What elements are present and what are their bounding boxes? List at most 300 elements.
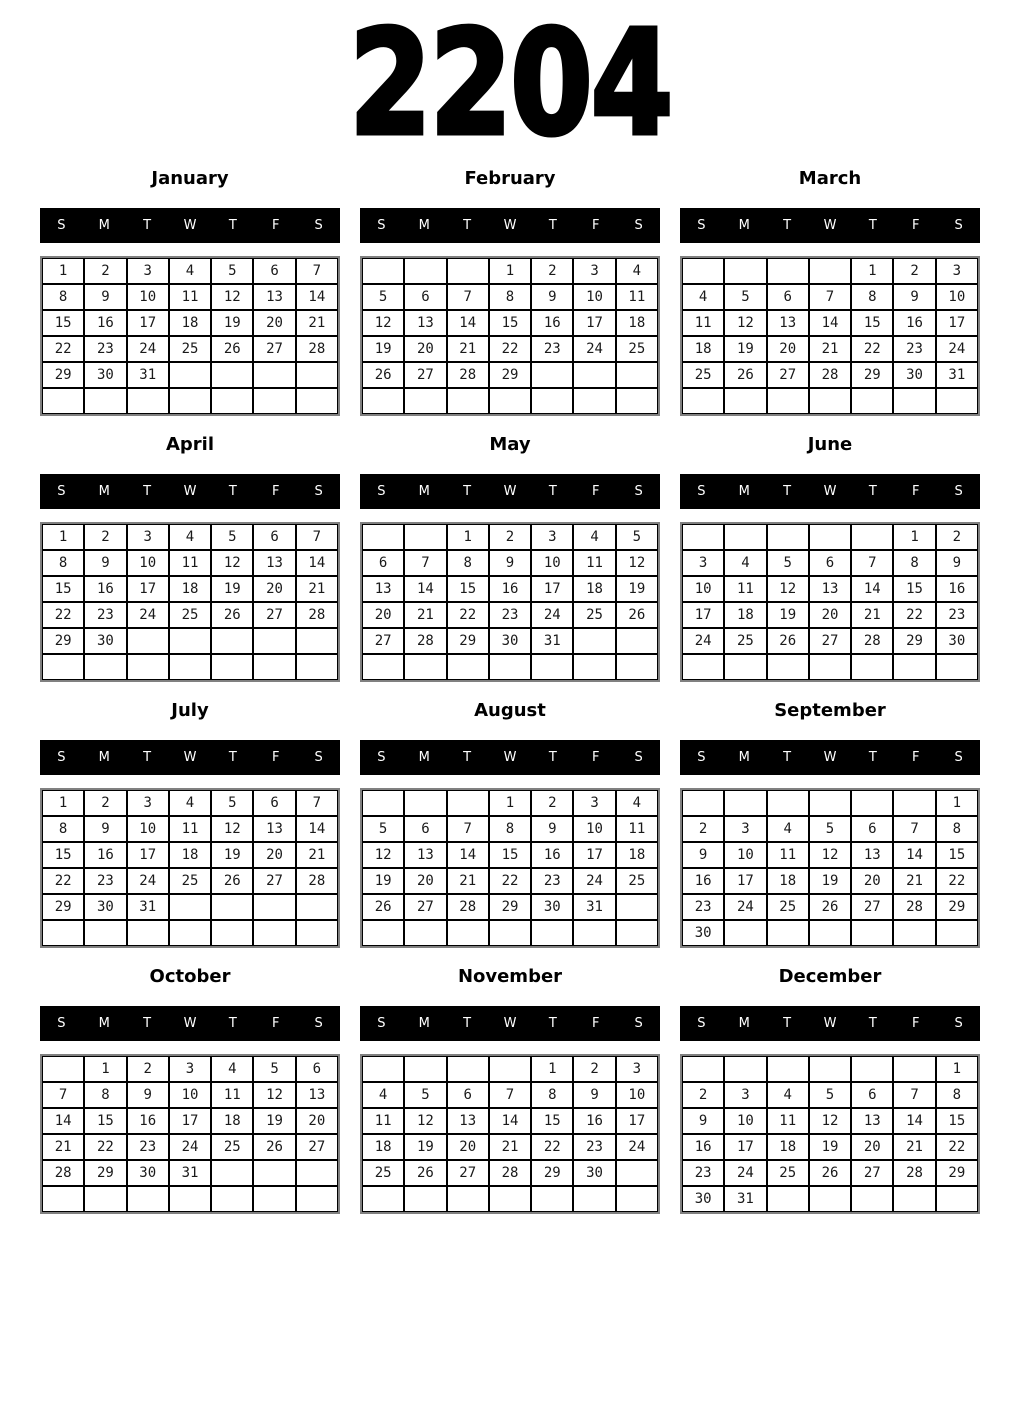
day-cell: 13 [767,310,809,336]
empty-day-cell [127,1186,169,1212]
day-cell: 22 [42,602,84,628]
day-cell: 20 [253,576,295,602]
empty-day-cell [616,1160,658,1186]
empty-day-cell [767,388,809,414]
day-cell: 11 [724,576,766,602]
day-cell: 16 [893,310,935,336]
day-cell: 26 [253,1134,295,1160]
weekday-label: M [98,484,110,499]
empty-day-cell [211,1160,253,1186]
day-cell: 6 [253,258,295,284]
weekday-label: M [738,484,750,499]
day-cell: 20 [404,868,446,894]
empty-day-cell [362,1056,404,1082]
empty-day-cell [296,388,338,414]
weekday-label: W [503,484,517,499]
day-cell: 3 [936,258,978,284]
day-cell: 14 [296,550,338,576]
day-cell: 12 [809,1108,851,1134]
empty-day-cell [447,1056,489,1082]
days-grid [40,788,340,948]
day-cell: 28 [809,362,851,388]
empty-day-cell [893,1056,935,1082]
empty-day-cell [893,920,935,946]
empty-day-cell [682,258,724,284]
day-cell: 8 [851,284,893,310]
empty-day-cell [362,920,404,946]
day-cell: 1 [936,1056,978,1082]
empty-day-cell [404,388,446,414]
day-cell: 5 [211,258,253,284]
weekday-header-row [40,208,340,243]
day-cell: 25 [169,336,211,362]
day-cell: 15 [84,1108,126,1134]
day-cell: 18 [573,576,615,602]
day-cell: 13 [851,842,893,868]
empty-day-cell [531,654,573,680]
day-cell: 26 [362,362,404,388]
day-cell: 17 [616,1108,658,1134]
empty-day-cell [531,388,573,414]
day-cell: 1 [42,524,84,550]
day-cell: 26 [767,628,809,654]
day-cell: 9 [893,284,935,310]
day-cell: 16 [573,1108,615,1134]
day-cell: 3 [724,1082,766,1108]
day-cell: 29 [84,1160,126,1186]
day-cell: 25 [169,602,211,628]
empty-day-cell [851,920,893,946]
day-cell: 8 [489,284,531,310]
day-cell: 18 [169,842,211,868]
day-cell: 13 [296,1082,338,1108]
day-cell: 17 [127,310,169,336]
empty-day-cell [211,894,253,920]
day-cell: 14 [42,1108,84,1134]
weekday-label: S [634,1016,643,1031]
month-december [680,958,980,1214]
day-cell: 30 [682,920,724,946]
day-cell: 10 [616,1082,658,1108]
day-cell: 29 [936,894,978,920]
day-cell: 26 [362,894,404,920]
weekday-label: F [591,484,600,499]
day-cell: 1 [893,524,935,550]
empty-day-cell [447,258,489,284]
day-cell: 24 [724,1160,766,1186]
day-cell: 20 [253,842,295,868]
day-cell: 22 [936,1134,978,1160]
day-cell: 23 [531,336,573,362]
empty-day-cell [489,1186,531,1212]
weekday-label: S [377,1016,386,1031]
day-cell: 18 [169,576,211,602]
empty-day-cell [724,388,766,414]
empty-day-cell [169,894,211,920]
day-cell: 30 [127,1160,169,1186]
empty-day-cell [531,362,573,388]
day-cell: 23 [682,894,724,920]
days-grid [40,1054,340,1214]
day-cell: 5 [362,816,404,842]
month-title: September [774,699,886,721]
day-cell: 25 [169,868,211,894]
day-cell: 16 [84,842,126,868]
empty-day-cell [169,388,211,414]
day-cell: 11 [211,1082,253,1108]
day-cell: 12 [211,284,253,310]
empty-day-cell [573,388,615,414]
empty-day-cell [169,1186,211,1212]
empty-day-cell [42,1056,84,1082]
day-cell: 21 [296,576,338,602]
day-cell: 28 [296,336,338,362]
day-cell: 7 [296,790,338,816]
day-cell: 27 [851,1160,893,1186]
day-cell: 24 [127,868,169,894]
day-cell: 31 [531,628,573,654]
weekday-label: W [823,484,837,499]
empty-day-cell [531,1186,573,1212]
day-cell: 24 [573,336,615,362]
empty-day-cell [682,388,724,414]
empty-day-cell [404,1056,446,1082]
day-cell: 2 [936,524,978,550]
empty-day-cell [767,654,809,680]
empty-day-cell [573,628,615,654]
day-cell: 16 [84,310,126,336]
day-cell: 13 [404,310,446,336]
day-cell: 1 [531,1056,573,1082]
day-cell: 3 [573,258,615,284]
day-cell: 8 [42,550,84,576]
day-cell: 30 [893,362,935,388]
day-cell: 20 [404,336,446,362]
weekday-label: M [98,218,110,233]
empty-day-cell [893,654,935,680]
empty-day-cell [253,920,295,946]
weekday-label: F [911,218,920,233]
empty-day-cell [573,362,615,388]
day-cell: 25 [724,628,766,654]
weekday-header-row [680,1006,980,1041]
day-cell: 13 [851,1108,893,1134]
empty-day-cell [296,1160,338,1186]
empty-day-cell [767,920,809,946]
day-cell: 21 [404,602,446,628]
day-cell: 30 [489,628,531,654]
day-cell: 4 [169,790,211,816]
month-may [360,426,660,682]
day-cell: 4 [211,1056,253,1082]
empty-day-cell [616,1186,658,1212]
day-cell: 5 [211,524,253,550]
day-cell: 1 [936,790,978,816]
empty-day-cell [616,654,658,680]
empty-day-cell [42,920,84,946]
day-cell: 23 [84,868,126,894]
empty-day-cell [296,654,338,680]
day-cell: 21 [851,602,893,628]
day-cell: 2 [682,1082,724,1108]
day-cell: 7 [893,1082,935,1108]
empty-day-cell [211,628,253,654]
empty-day-cell [253,894,295,920]
day-cell: 15 [936,842,978,868]
day-cell: 3 [616,1056,658,1082]
empty-day-cell [489,1056,531,1082]
weekday-header-row [680,474,980,509]
day-cell: 24 [531,602,573,628]
empty-day-cell [447,790,489,816]
empty-day-cell [573,1186,615,1212]
day-cell: 16 [936,576,978,602]
day-cell: 18 [616,842,658,868]
month-title: October [149,965,231,987]
day-cell: 29 [489,362,531,388]
weekday-label: T [143,1016,152,1031]
day-cell: 3 [682,550,724,576]
day-cell: 26 [211,336,253,362]
day-cell: 7 [296,524,338,550]
day-cell: 30 [573,1160,615,1186]
day-cell: 20 [447,1134,489,1160]
empty-day-cell [447,654,489,680]
day-cell: 13 [253,284,295,310]
weekday-header-row [40,474,340,509]
weekday-label: S [57,218,66,233]
day-cell: 6 [362,550,404,576]
empty-day-cell [682,1056,724,1082]
day-cell: 29 [447,628,489,654]
day-cell: 12 [809,842,851,868]
weekday-label: F [911,1016,920,1031]
empty-day-cell [851,654,893,680]
day-cell: 25 [211,1134,253,1160]
day-cell: 23 [893,336,935,362]
months-grid [0,160,1020,1224]
day-cell: 1 [489,258,531,284]
empty-day-cell [616,894,658,920]
days-grid [680,256,980,416]
empty-day-cell [851,524,893,550]
day-cell: 12 [211,816,253,842]
weekday-label: M [738,1016,750,1031]
day-cell: 22 [936,868,978,894]
day-cell: 29 [489,894,531,920]
day-cell: 29 [42,894,84,920]
day-cell: 22 [42,868,84,894]
day-cell: 17 [531,576,573,602]
day-cell: 2 [127,1056,169,1082]
weekday-label: S [377,484,386,499]
weekday-label: S [954,484,963,499]
day-cell: 8 [893,550,935,576]
day-cell: 21 [489,1134,531,1160]
day-cell: 7 [447,816,489,842]
weekday-label: T [783,1016,792,1031]
day-cell: 6 [296,1056,338,1082]
empty-day-cell [809,790,851,816]
day-cell: 12 [404,1108,446,1134]
day-cell: 21 [296,310,338,336]
weekday-label: T [868,484,877,499]
day-cell: 25 [573,602,615,628]
day-cell: 6 [767,284,809,310]
day-cell: 26 [404,1160,446,1186]
weekday-label: T [463,1016,472,1031]
month-title: February [464,167,556,189]
day-cell: 28 [851,628,893,654]
day-cell: 23 [573,1134,615,1160]
weekday-header-row [360,1006,660,1041]
day-cell: 7 [893,816,935,842]
day-cell: 6 [851,816,893,842]
weekday-label: M [418,218,430,233]
day-cell: 28 [296,868,338,894]
empty-day-cell [616,628,658,654]
empty-day-cell [84,1186,126,1212]
day-cell: 8 [447,550,489,576]
empty-day-cell [809,258,851,284]
day-cell: 5 [809,816,851,842]
empty-day-cell [851,1186,893,1212]
empty-day-cell [809,654,851,680]
empty-day-cell [893,388,935,414]
day-cell: 14 [296,284,338,310]
weekday-label: T [143,218,152,233]
day-cell: 11 [362,1108,404,1134]
empty-day-cell [127,388,169,414]
day-cell: 17 [169,1108,211,1134]
day-cell: 27 [767,362,809,388]
month-july [40,692,340,948]
weekday-label: F [591,1016,600,1031]
weekday-label: W [183,1016,197,1031]
empty-day-cell [531,920,573,946]
day-cell: 2 [893,258,935,284]
day-cell: 28 [447,362,489,388]
day-cell: 27 [447,1160,489,1186]
day-cell: 25 [616,336,658,362]
day-cell: 17 [127,576,169,602]
day-cell: 20 [253,310,295,336]
month-title: August [474,699,546,721]
empty-day-cell [489,388,531,414]
empty-day-cell [127,654,169,680]
month-title: November [457,965,563,987]
day-cell: 21 [447,868,489,894]
day-cell: 19 [404,1134,446,1160]
day-cell: 30 [84,894,126,920]
day-cell: 18 [616,310,658,336]
day-cell: 25 [682,362,724,388]
day-cell: 19 [211,842,253,868]
weekday-label: S [697,1016,706,1031]
day-cell: 23 [84,336,126,362]
day-cell: 23 [127,1134,169,1160]
day-cell: 14 [809,310,851,336]
day-cell: 19 [253,1108,295,1134]
day-cell: 9 [127,1082,169,1108]
empty-day-cell [809,920,851,946]
empty-day-cell [362,654,404,680]
empty-day-cell [253,362,295,388]
weekday-label: M [418,750,430,765]
day-cell: 29 [531,1160,573,1186]
day-cell: 18 [767,868,809,894]
day-cell: 15 [489,842,531,868]
empty-day-cell [724,258,766,284]
day-cell: 9 [84,550,126,576]
empty-day-cell [936,388,978,414]
day-cell: 26 [724,362,766,388]
day-cell: 16 [531,842,573,868]
weekday-label: W [503,218,517,233]
weekday-label: F [271,750,280,765]
day-cell: 30 [936,628,978,654]
day-cell: 10 [127,284,169,310]
weekday-header-row [360,740,660,775]
day-cell: 6 [253,524,295,550]
month-august [360,692,660,948]
day-cell: 7 [42,1082,84,1108]
empty-day-cell [84,654,126,680]
day-cell: 8 [42,816,84,842]
empty-day-cell [724,654,766,680]
weekday-header-row [40,740,340,775]
day-cell: 4 [767,1082,809,1108]
empty-day-cell [573,920,615,946]
day-cell: 8 [84,1082,126,1108]
day-cell: 10 [573,816,615,842]
month-title: January [151,167,229,189]
day-cell: 16 [489,576,531,602]
day-cell: 3 [573,790,615,816]
month-title: May [489,433,531,455]
days-grid [360,522,660,682]
day-cell: 12 [362,842,404,868]
day-cell: 19 [211,576,253,602]
empty-day-cell [253,1186,295,1212]
day-cell: 21 [42,1134,84,1160]
day-cell: 17 [724,1134,766,1160]
day-cell: 30 [531,894,573,920]
weekday-label: S [57,1016,66,1031]
day-cell: 18 [724,602,766,628]
day-cell: 23 [682,1160,724,1186]
weekday-label: S [314,1016,323,1031]
day-cell: 24 [573,868,615,894]
day-cell: 2 [84,258,126,284]
empty-day-cell [211,920,253,946]
empty-day-cell [851,388,893,414]
empty-day-cell [253,628,295,654]
day-cell: 9 [682,1108,724,1134]
day-cell: 25 [362,1160,404,1186]
day-cell: 8 [489,816,531,842]
day-cell: 7 [447,284,489,310]
day-cell: 28 [404,628,446,654]
weekday-label: F [271,1016,280,1031]
day-cell: 1 [489,790,531,816]
day-cell: 22 [447,602,489,628]
day-cell: 19 [362,868,404,894]
weekday-header-row [680,208,980,243]
weekday-label: T [228,750,237,765]
day-cell: 11 [169,816,211,842]
day-cell: 14 [851,576,893,602]
